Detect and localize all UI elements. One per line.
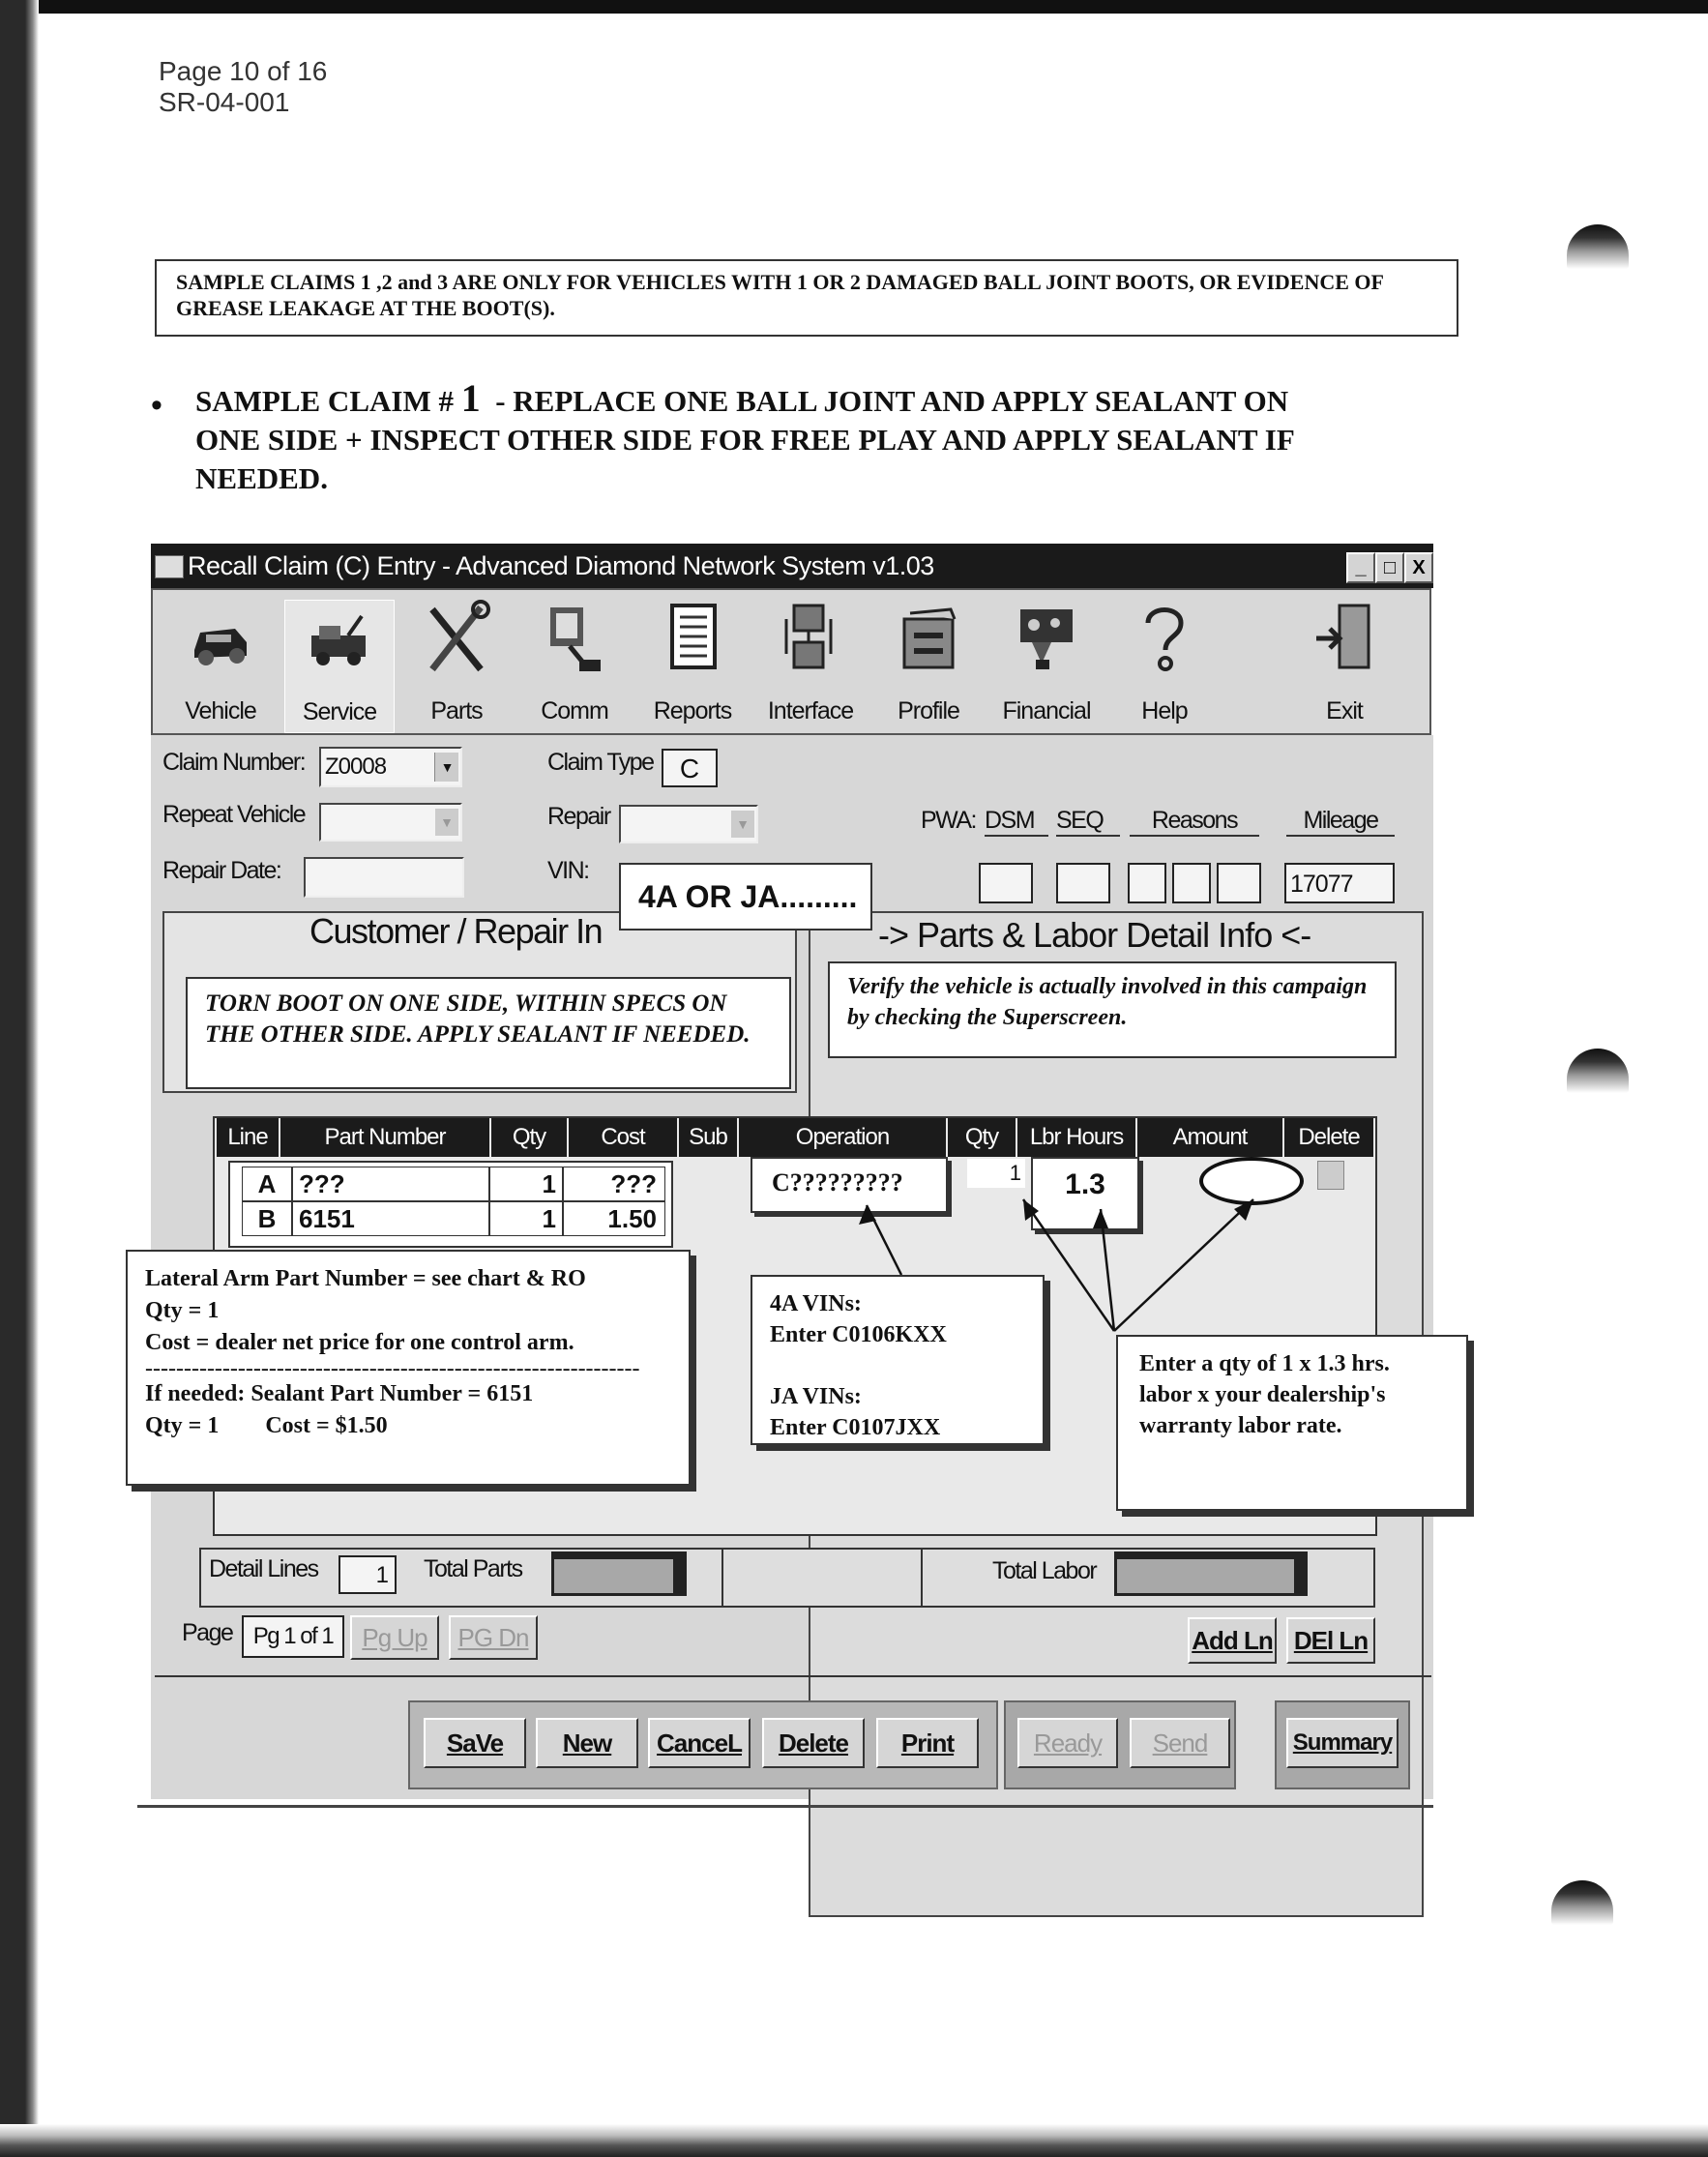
new-button[interactable]: New: [536, 1718, 638, 1768]
window-base-line: [137, 1805, 1433, 1808]
lateral-line4: If needed: Sealant Part Number = 6151: [145, 1381, 534, 1406]
page-label: Page: [182, 1619, 233, 1646]
chevron-down-icon[interactable]: ▼: [435, 809, 458, 836]
lateral-line5: Qty = 1 Cost = $1.50: [145, 1413, 388, 1438]
parts-labor-header: -> Parts & Labor Detail Info <-: [878, 915, 1311, 955]
window-bottom-rule: [155, 1675, 1431, 1677]
customer-note: TORN BOOT ON ONE SIDE, WITHIN SPECS ON THE OTHER SIDE. APPLY SEALANT IF NEEDED.: [186, 977, 791, 1089]
seq-label: SEQ: [1056, 807, 1120, 837]
row-b-line[interactable]: B: [242, 1201, 292, 1236]
grid-header-operation: Operation: [739, 1118, 946, 1157]
claim-number-value: Z0008: [325, 753, 387, 780]
labor-qty-field[interactable]: 1: [967, 1159, 1025, 1188]
add-line-button[interactable]: Add Ln: [1188, 1617, 1277, 1664]
claim-text-line1: - REPLACE ONE BALL JOINT AND APPLY SEALANT ON: [495, 384, 1289, 418]
chevron-down-icon[interactable]: ▼: [731, 811, 754, 838]
grid-header-line: Line: [217, 1118, 279, 1157]
grid-header-labor-hours: Lbr Hours: [1017, 1118, 1135, 1157]
row-a-qty[interactable]: 1: [489, 1167, 563, 1201]
mileage-label: Mileage: [1286, 807, 1395, 837]
vinja-value: Enter C0107JXX: [770, 1415, 941, 1440]
lateral-line3: Cost = dealer net price for one control arm.: [145, 1330, 574, 1355]
vinja-label: JA VINs:: [770, 1384, 862, 1409]
row-b-qty[interactable]: 1: [489, 1201, 563, 1236]
toolbar-label: Parts: [430, 697, 483, 724]
close-button[interactable]: X: [1404, 552, 1433, 583]
toolbar-label: Financial: [1002, 697, 1091, 724]
toolbar-label: Service: [302, 698, 377, 725]
pwa-label: PWA:: [921, 807, 976, 834]
operation-field[interactable]: C?????????: [751, 1157, 948, 1213]
lateral-line2: Qty = 1: [145, 1298, 220, 1323]
detail-lines-label: Detail Lines: [209, 1555, 318, 1582]
arrowhead: [1093, 1209, 1108, 1228]
total-parts-label: Total Parts: [424, 1555, 522, 1582]
total-labor-label: Total Labor: [992, 1557, 1097, 1584]
toolbar-label: Interface: [767, 697, 854, 724]
labor-hours-field[interactable]: 1.3: [1031, 1157, 1139, 1230]
claim-prefix: SAMPLE CLAIM #: [195, 384, 454, 418]
toolbar-label: Profile: [898, 697, 959, 724]
reasons-label: Reasons: [1130, 807, 1259, 837]
vin-callout: 4A OR JA.........: [619, 863, 872, 931]
grid-header-delete: Delete: [1284, 1118, 1373, 1157]
print-button[interactable]: Print: [876, 1718, 979, 1768]
toolbar-label: Reports: [653, 697, 732, 724]
chevron-down-icon[interactable]: ▼: [434, 753, 458, 782]
grid-header-cost: Cost: [569, 1118, 677, 1157]
vin4a-label: 4A VINs:: [770, 1291, 862, 1316]
doc-id: SR-04-001: [159, 87, 290, 117]
claim-text-line2: ONE SIDE + INSPECT OTHER SIDE FOR FREE PLAY AND APPLY SEALANT IF: [195, 423, 1295, 457]
labor-line2: labor x your dealership's: [1139, 1382, 1386, 1407]
claim-text-line3: NEEDED.: [195, 461, 328, 495]
window-title: Recall Claim (C) Entry - Advanced Diamond Network System v1.03: [188, 551, 934, 580]
arrowhead: [1234, 1199, 1253, 1221]
page-up-button[interactable]: Pg Up: [350, 1615, 439, 1660]
delete-line-button[interactable]: DEl Ln: [1286, 1617, 1375, 1664]
ready-button[interactable]: Ready: [1017, 1718, 1118, 1768]
total-parts-field: [551, 1551, 687, 1596]
dsm-label: DSM: [985, 807, 1048, 837]
vin-label: VIN:: [547, 857, 589, 884]
lateral-arm-callout: [126, 1250, 691, 1486]
claim-type-field[interactable]: C: [662, 749, 718, 787]
summary-button[interactable]: Summary: [1286, 1718, 1399, 1768]
labor-line1: Enter a qty of 1 x 1.3 hrs.: [1139, 1351, 1390, 1376]
save-button[interactable]: SaVe: [424, 1718, 526, 1768]
notice-box: SAMPLE CLAIMS 1 ,2 and 3 ARE ONLY FOR VEHICLES WITH 1 OR 2 DAMAGED BALL JOINT BOOTS, OR EVIDENCE OF GREASE LEAKAGE AT THE BOOT(S).: [155, 259, 1458, 337]
vin4a-value: Enter C0106KXX: [770, 1322, 947, 1347]
mileage-field[interactable]: 17077: [1284, 863, 1395, 903]
grid-header-part-number: Part Number: [280, 1118, 489, 1157]
delete-button[interactable]: Delete: [762, 1718, 865, 1768]
send-button[interactable]: Send: [1130, 1718, 1230, 1768]
page-down-button[interactable]: PG Dn: [449, 1615, 538, 1660]
verify-note: Verify the vehicle is actually involved in this campaign by checking the Superscreen.: [828, 961, 1397, 1058]
row-b-cost[interactable]: 1.50: [563, 1201, 665, 1236]
toolbar-label: Help: [1141, 697, 1188, 724]
repair-label: Repair: [547, 803, 610, 830]
labor-callout: [1116, 1335, 1468, 1511]
row-a-cost[interactable]: ???: [563, 1167, 665, 1201]
divider: [921, 1548, 923, 1608]
row-a-line[interactable]: A: [242, 1167, 292, 1201]
customer-repair-tab[interactable]: Customer / Repair In: [309, 911, 603, 951]
row-b-part[interactable]: 6151: [292, 1201, 489, 1236]
minimize-button[interactable]: _: [1346, 552, 1375, 583]
lateral-rule: ----------------------------------------------------------------: [145, 1359, 640, 1378]
maximize-button[interactable]: □: [1375, 552, 1404, 583]
toolbar-label: Comm: [541, 697, 608, 724]
grid-header-amount: Amount: [1137, 1118, 1282, 1157]
claim-number: 1: [460, 376, 481, 420]
grid-header-sub: Sub: [679, 1118, 737, 1157]
total-labor-field: [1114, 1551, 1308, 1596]
cancel-button[interactable]: CanceL: [648, 1718, 751, 1768]
grid-header-qty: Qty: [491, 1118, 567, 1157]
lateral-line1: Lateral Arm Part Number = see chart & RO: [145, 1266, 586, 1291]
claim-number-label: Claim Number:: [162, 749, 306, 776]
toolbar-label: Exit: [1326, 697, 1363, 724]
toolbar-label: Vehicle: [185, 697, 256, 724]
detail-lines-field: 1: [339, 1555, 397, 1594]
vin-operation-callout: [751, 1275, 1045, 1445]
grid-header-labor-qty: Qty: [948, 1118, 1016, 1157]
bullet: •: [151, 387, 162, 424]
divider: [721, 1548, 723, 1608]
page-indicator: Pg 1 of 1: [242, 1615, 344, 1658]
repair-date-label: Repair Date:: [162, 857, 281, 884]
claim-type-label: Claim Type: [547, 749, 654, 776]
arrow-to-amount: [1114, 1199, 1253, 1331]
row-a-part[interactable]: ???: [292, 1167, 489, 1201]
page-number: Page 10 of 16: [159, 56, 328, 86]
repeat-vehicle-label: Repeat Vehicle: [162, 801, 306, 828]
labor-line3: warranty labor rate.: [1139, 1413, 1342, 1438]
